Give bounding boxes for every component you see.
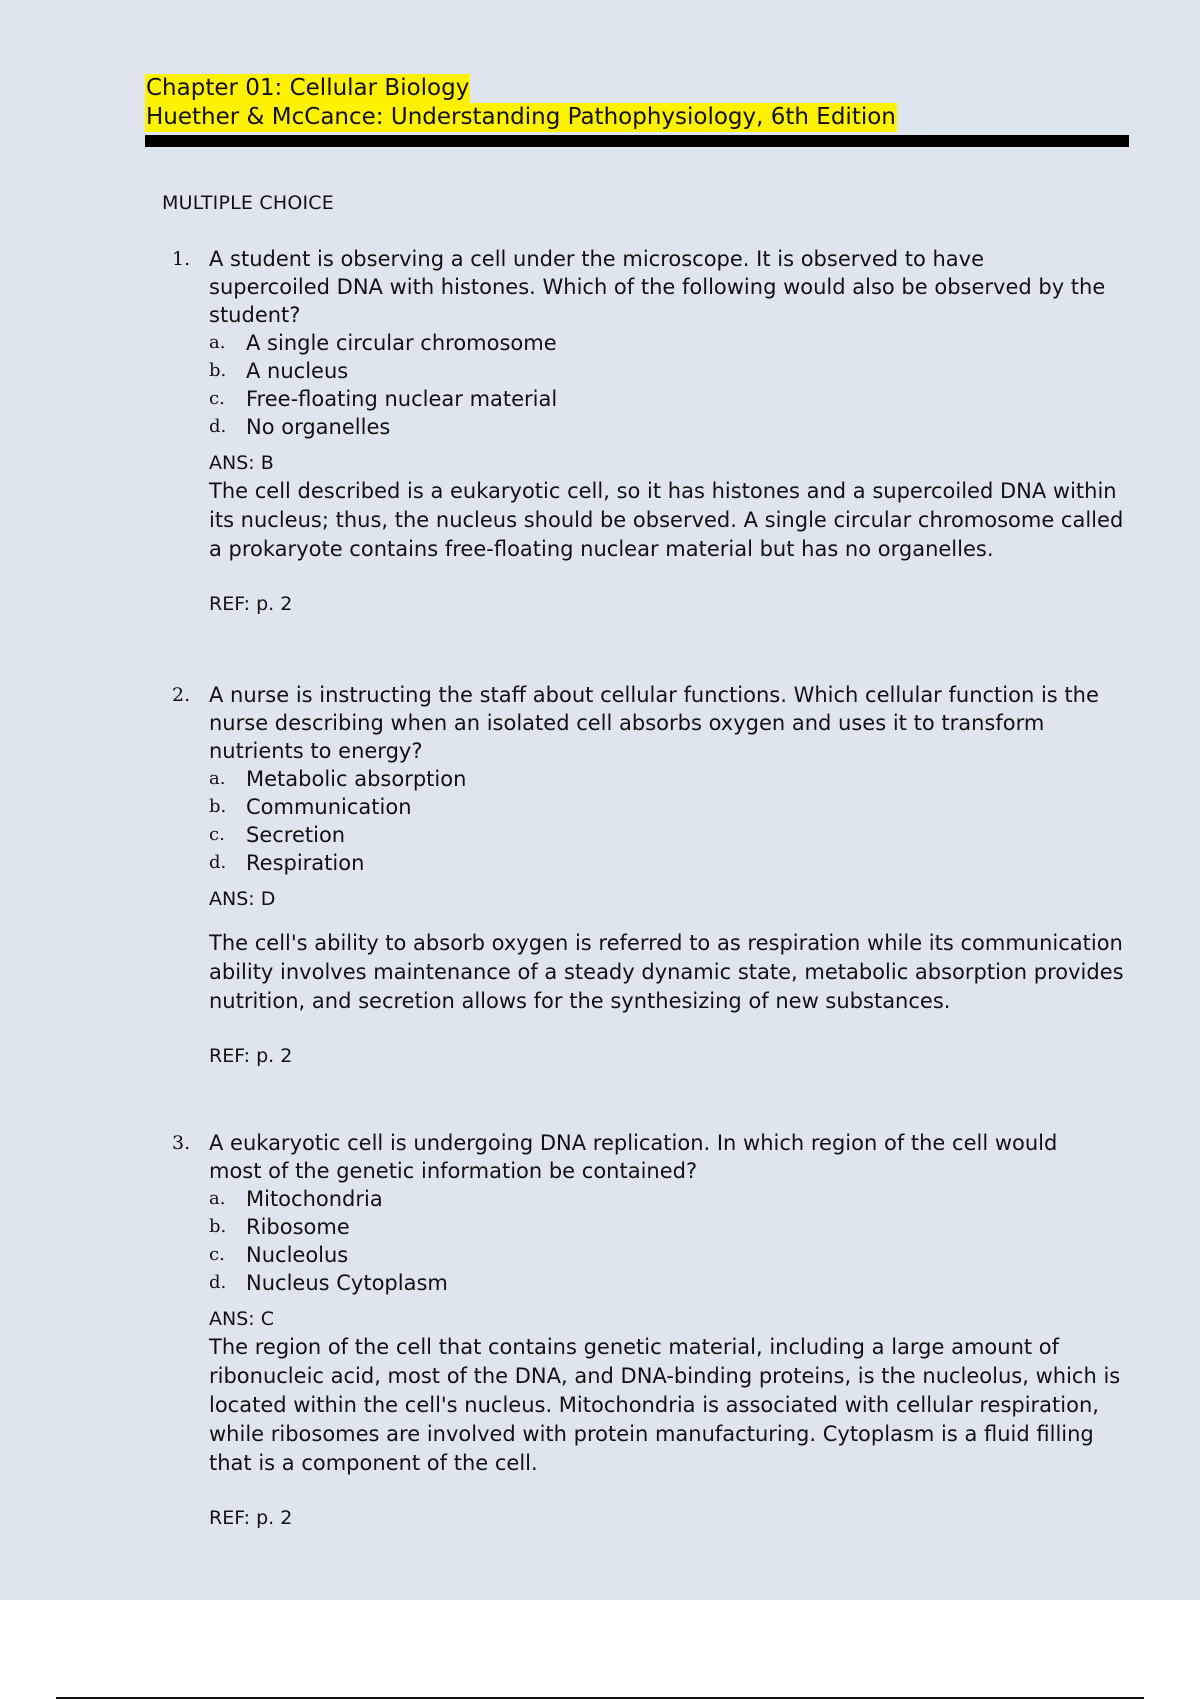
option-text: Secretion bbox=[246, 823, 346, 847]
option-c bbox=[209, 1241, 1132, 1269]
option-text: Communication bbox=[246, 795, 412, 819]
option-text: Ribosome bbox=[246, 1215, 350, 1239]
book-title: Huether & McCance: Understanding Pathophysiology, 6th Edition bbox=[146, 104, 896, 130]
option-letter: b. bbox=[209, 796, 227, 817]
option-text: Metabolic absorption bbox=[246, 767, 467, 791]
question-number: 2. bbox=[172, 684, 191, 706]
reference: REF: p. 2 bbox=[209, 1507, 293, 1529]
explanation: The region of the cell that contains genetic material, including a large amount of ribonucleic acid, most of the DNA, and DNA-binding proteins, is the nucleolus, which is located within the cell's nucleus. Mitochondria is associated with cellular respiration, while ribosomes are involved with protein manufacturing. Cytoplasm is a fluid filling that is a component of the cell. bbox=[209, 1335, 1121, 1475]
question-number: 1. bbox=[172, 248, 191, 270]
option-letter: d. bbox=[209, 1272, 227, 1293]
option-c bbox=[209, 821, 1132, 849]
option-letter: c. bbox=[209, 1244, 225, 1265]
option-a bbox=[209, 1185, 1132, 1213]
explanation: The cell's ability to absorb oxygen is referred to as respiration while its communication ability involves maintenance of a steady dynamic state, metabolic absorption provides nutrition, and secretion allows for the synthesizing of new substances. bbox=[209, 931, 1124, 1013]
option-letter: a. bbox=[209, 332, 226, 353]
answer: ANS: B bbox=[209, 452, 274, 474]
option-letter: c. bbox=[209, 388, 225, 409]
question-2 bbox=[172, 681, 1132, 1070]
footer-rule bbox=[56, 1697, 1144, 1699]
option-text: Free-floating nuclear material bbox=[246, 387, 558, 411]
option-text: Nucleus Cytoplasm bbox=[246, 1271, 448, 1295]
question-text: A eukaryotic cell is undergoing DNA replication. In which region of the cell would most of the genetic information be contained? bbox=[209, 1131, 1058, 1183]
option-c bbox=[209, 385, 1132, 413]
question-text: A nurse is instructing the staff about cellular functions. Which cellular function is the nurse describing when an isolated cell absorbs oxygen and uses it to transform nutrients to energy? bbox=[209, 683, 1099, 763]
reference: REF: p. 2 bbox=[209, 1045, 293, 1067]
option-letter: b. bbox=[209, 1216, 227, 1237]
question-3 bbox=[172, 1129, 1132, 1532]
option-b bbox=[209, 357, 1132, 385]
option-list bbox=[209, 1185, 1132, 1297]
option-text: No organelles bbox=[246, 415, 391, 439]
answer: ANS: C bbox=[209, 1308, 274, 1330]
option-text: A nucleus bbox=[246, 359, 349, 383]
option-b bbox=[209, 793, 1132, 821]
answer: ANS: D bbox=[209, 888, 276, 910]
option-text: Respiration bbox=[246, 851, 365, 875]
option-a bbox=[209, 765, 1132, 793]
section-title: MULTIPLE CHOICE bbox=[162, 192, 334, 214]
header-rule bbox=[145, 135, 1129, 147]
option-text: Mitochondria bbox=[246, 1187, 383, 1211]
option-b bbox=[209, 1213, 1132, 1241]
option-letter: c. bbox=[209, 824, 225, 845]
option-a bbox=[209, 329, 1132, 357]
question-1 bbox=[172, 245, 1132, 618]
chapter-title: Chapter 01: Cellular Biology bbox=[146, 75, 470, 101]
question-text: A student is observing a cell under the microscope. It is observed to have supercoiled DNA with histones. Which of the following would also be observed by the student? bbox=[209, 247, 1106, 327]
reference: REF: p. 2 bbox=[209, 593, 293, 615]
question-number: 3. bbox=[172, 1132, 191, 1154]
option-letter: d. bbox=[209, 416, 227, 437]
option-text: Nucleolus bbox=[246, 1243, 349, 1267]
option-list bbox=[209, 329, 1132, 441]
option-text: A single circular chromosome bbox=[246, 331, 557, 355]
document-header bbox=[145, 74, 1129, 132]
option-letter: a. bbox=[209, 768, 226, 789]
option-letter: a. bbox=[209, 1188, 226, 1209]
option-letter: b. bbox=[209, 360, 227, 381]
explanation: The cell described is a eukaryotic cell, so it has histones and a supercoiled DNA within its nucleus; thus, the nucleus should be observed. A single circular chromosome called a prokaryote contains free-floating nuclear material but has no organelles. bbox=[209, 479, 1124, 561]
option-letter: d. bbox=[209, 852, 227, 873]
option-d bbox=[209, 849, 1132, 877]
option-d bbox=[209, 413, 1132, 441]
option-d bbox=[209, 1269, 1132, 1297]
option-list bbox=[209, 765, 1132, 877]
